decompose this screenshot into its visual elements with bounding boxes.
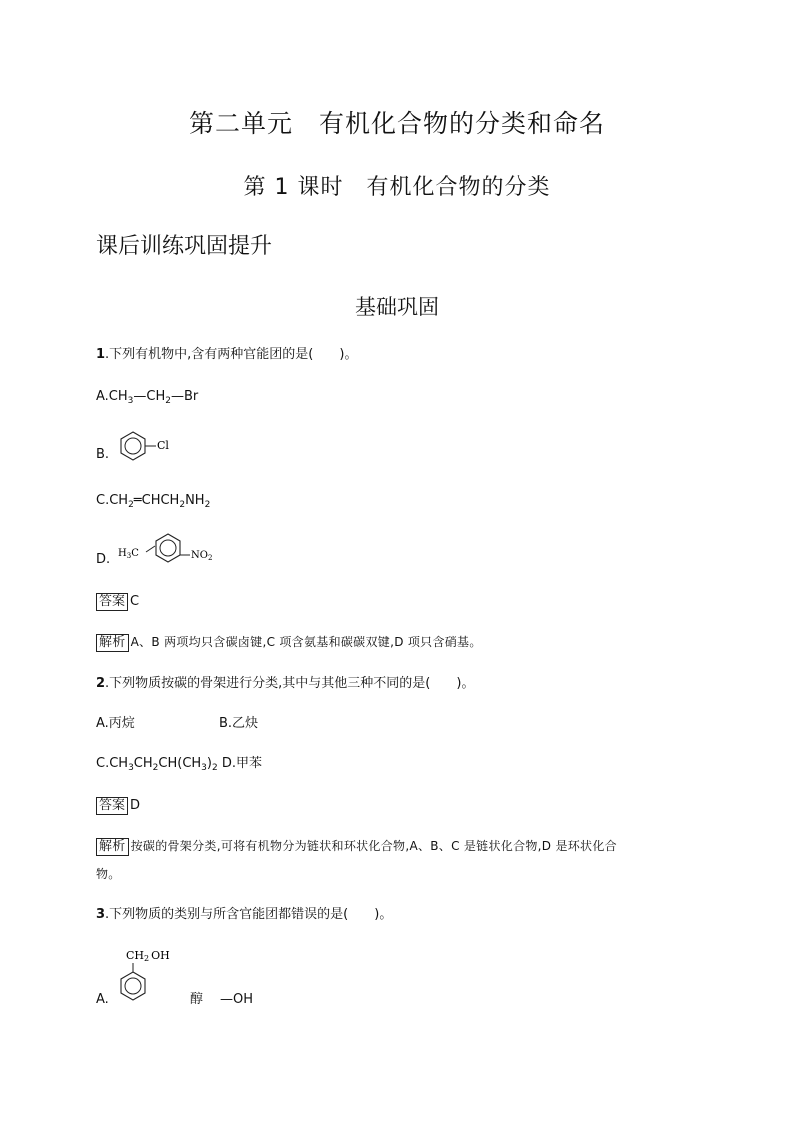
analysis-label: 解析 [96, 634, 129, 652]
answer-label: 答案 [96, 593, 128, 611]
question-1-option-a: $A.CH_3—CH_2—Br$ [96, 389, 199, 406]
methylnitrobenzene-structure [114, 530, 224, 566]
chlorine-label: Cl [157, 439, 169, 452]
benzyl-alcohol-structure [112, 944, 192, 1006]
question-1-option-b-label: B. [96, 447, 110, 462]
question-1-number: 1 [96, 347, 106, 362]
question-3-number: 3 [96, 907, 106, 922]
chlorobenzene-structure [112, 428, 182, 464]
question-1-option-c: $C.CH_2═CHCH_2NH_2$ [96, 493, 211, 510]
analysis-label: 解析 [96, 838, 129, 856]
methyl-label: $H_3C$ [118, 548, 139, 560]
question-2-answer: 答案 D [96, 797, 140, 815]
section-title: 课后训练巩固提升 [96, 234, 273, 259]
question-3-stem: 3.下列物质的类别与所含官能团都错误的是( )。 [96, 907, 393, 922]
question-3-option-a-class: 醇 [190, 992, 204, 1007]
question-1-option-d-label: D. [96, 552, 111, 567]
question-2-number: 2 [96, 676, 106, 691]
unit-title: 第二单元 有机化合物的分类和命名 [188, 109, 605, 138]
subsection-title: 基础巩固 [355, 295, 439, 319]
ch2oh-label: CH2 OH [126, 949, 170, 963]
question-2-analysis-line-1: 解析 按碳的骨架分类,可将有机物分为链状和环状化合物,A、B、C 是链状化合物,D 是环状化合 [96, 838, 617, 856]
question-2-analysis-line-2: 物。 [96, 867, 121, 881]
question-2-stem: 2.下列物质按碳的骨架进行分类,其中与其他三种不同的是( )。 [96, 676, 475, 691]
nitro-label: $NO_2$ [191, 550, 213, 562]
question-3-option-a-label: A. [96, 992, 109, 1007]
question-1-analysis: 解析 A、B 两项均只含碳卤键,C 项含氨基和碳碳双键,D 项只含硝基。 [96, 634, 482, 652]
lesson-title: 第 1 课时 有机化合物的分类 [243, 175, 551, 200]
question-2-option-d: D.甲苯 [221, 756, 263, 771]
question-1-answer: 答案 C [96, 593, 139, 611]
question-1-stem: 1.下列有机物中,含有两种官能团的是( )。 [96, 347, 358, 362]
question-2-option-b: B.乙炔 [219, 716, 259, 731]
question-3-option-a-group: —OH [220, 992, 254, 1007]
question-2-options-cd: $C.CH_3CH_2CH(CH_3)_2$ D.甲苯 [96, 756, 263, 773]
question-2-option-a: A.丙烷 [96, 716, 135, 731]
answer-label: 答案 [96, 797, 128, 815]
